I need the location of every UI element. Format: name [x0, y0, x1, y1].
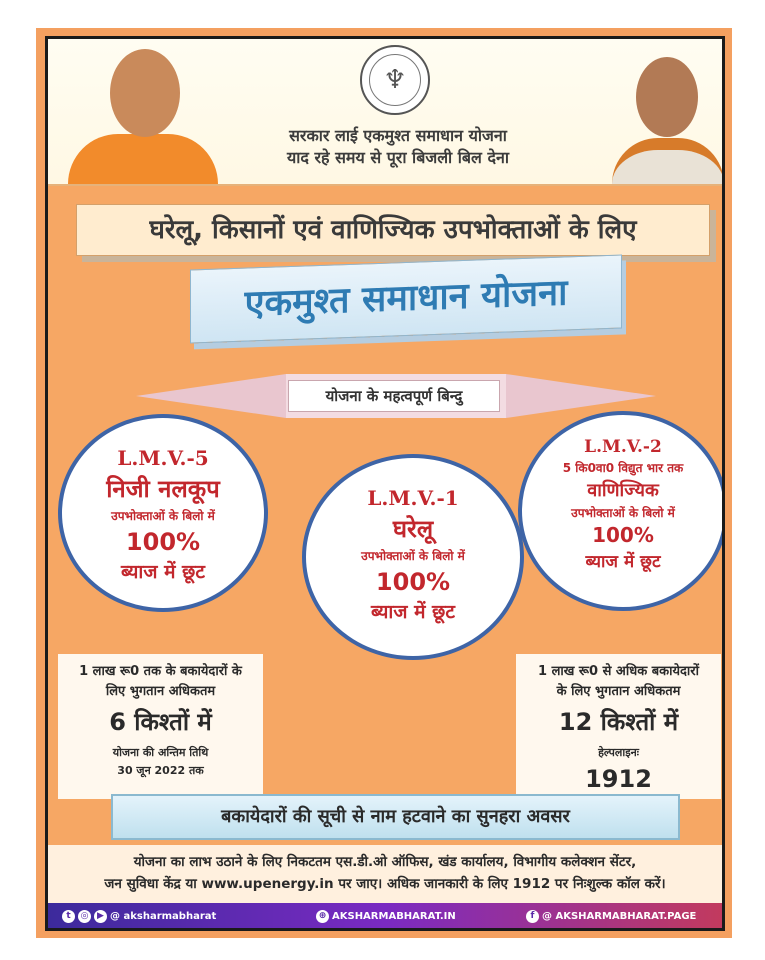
- circle-relief: ब्याज में छूट: [371, 601, 455, 623]
- arrow-left-icon: [136, 374, 286, 418]
- government-seal: [360, 45, 430, 115]
- social-handle[interactable]: [62, 903, 216, 931]
- helpline-number: 1912: [585, 765, 652, 793]
- globe-icon: ⊕: [316, 910, 329, 923]
- circle-subtitle: उपभोक्ताओं के बिलो में: [111, 509, 215, 523]
- portrait-left: [68, 47, 218, 184]
- facebook-icon: f: [526, 910, 539, 923]
- facebook-text: @ AKSHARMABHARAT.PAGE: [542, 911, 697, 922]
- header: [48, 39, 722, 186]
- portrait-right: [600, 47, 725, 184]
- header-slogan: [233, 125, 563, 169]
- scheme-title: एकमुश्त समाधान योजना: [190, 254, 622, 343]
- circle-relief: ब्याज में छूट: [121, 561, 205, 583]
- helpline-label: हेल्पलाइनः: [598, 746, 639, 759]
- circle-percent: 100%: [375, 568, 451, 596]
- instagram-icon: ◎: [78, 910, 91, 923]
- facebook-link[interactable]: [526, 903, 696, 931]
- circle-lmv5: [58, 414, 268, 612]
- social-footer: [48, 903, 722, 931]
- contact-info: [48, 845, 722, 903]
- info-box-up-to-1-lakh: [58, 654, 263, 799]
- circle-name: घरेलू: [392, 515, 434, 543]
- circle-load: 5 कि0वा0 विद्युत भार तक: [562, 461, 684, 475]
- info-box-above-1-lakh: [516, 654, 721, 799]
- circle-lmv2: [518, 411, 725, 611]
- circle-percent: 100%: [592, 523, 654, 547]
- circle-subtitle: उपभोक्ताओं के बिलो में: [361, 549, 465, 563]
- trident-emblem-icon: ♆: [383, 65, 407, 95]
- key-points-label: योजना के महत्वपूर्ण बिन्दु: [288, 380, 500, 412]
- slogan-line-2: याद रहे समय से पूरा बिजली बिल देना: [286, 148, 509, 167]
- deadline-label: योजना की अन्तिम तिथि: [112, 746, 209, 759]
- installments-label: 6 किश्तों में: [109, 708, 212, 736]
- info-line: 1 लाख रू0 से अधिक बकायेदारों: [538, 664, 699, 679]
- website-text: AKSHARMABHARAT.IN: [332, 911, 456, 922]
- target-audience-banner: घरेलू, किसानों एवं वाणिज्यिक उपभोक्ताओं के लिए: [76, 204, 710, 256]
- twitter-icon: t: [62, 910, 75, 923]
- installments-label: 12 किश्तों में: [558, 708, 679, 736]
- circle-code: L.M.V.-5: [117, 446, 209, 470]
- circle-code: L.M.V.-2: [584, 437, 662, 457]
- deadline-date: 30 जून 2022 तक: [117, 764, 204, 777]
- circle-relief: ब्याज में छूट: [585, 552, 661, 572]
- social-handle-text: @ aksharmabharat: [110, 911, 217, 922]
- circle-name: वाणिज्यिक: [587, 480, 659, 501]
- circle-name: निजी नलकूप: [106, 475, 220, 503]
- slogan-line-1: सरकार लाई एकमुश्त समाधान योजना: [289, 126, 507, 145]
- opportunity-banner: बकायेदारों की सूची से नाम हटवाने का सुनहरा अवसर: [111, 794, 680, 840]
- contact-line-2: जन सुविधा केंद्र या www.upenergy.in पर जाए। अधिक जानकारी के लिए 1912 पर निःशुल्क कॉल करें।: [104, 876, 666, 892]
- circle-lmv1: [302, 454, 524, 660]
- info-line: 1 लाख रू0 तक के बकायेदारों के: [79, 664, 242, 679]
- poster: [45, 36, 725, 931]
- contact-line-1: योजना का लाभ उठाने के लिए निकटतम एस.डी.ओ ऑफिस, खंड कार्यालय, विभागीय कलेक्शन सेंटर,: [133, 854, 637, 870]
- youtube-icon: ▶: [94, 910, 107, 923]
- key-points-arrow: [136, 374, 656, 418]
- info-line: लिए भुगतान अधिकतम: [105, 684, 216, 699]
- info-line: के लिए भुगतान अधिकतम: [556, 684, 681, 699]
- circle-code: L.M.V.-1: [367, 486, 459, 510]
- circle-subtitle: उपभोक्ताओं के बिलो में: [571, 506, 675, 520]
- website-link[interactable]: [316, 903, 456, 931]
- circle-percent: 100%: [125, 528, 201, 556]
